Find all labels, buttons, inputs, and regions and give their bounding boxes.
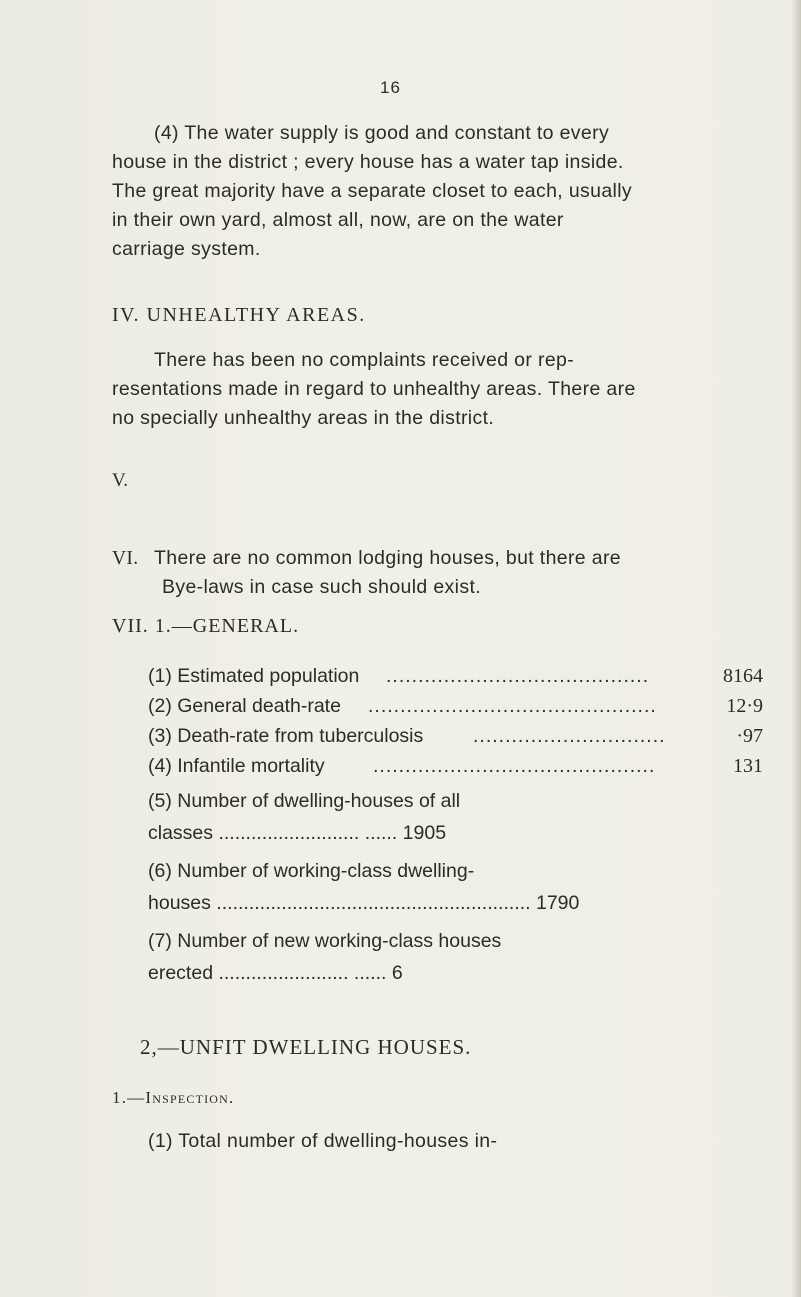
stat-value: 6 <box>391 962 403 984</box>
stat-value: 8164 <box>723 665 763 687</box>
stat-value: 1790 <box>535 892 580 914</box>
stat-row <box>148 661 763 691</box>
subsection-heading-inspection <box>112 1088 234 1108</box>
stat-label: erected <box>148 962 214 984</box>
section-lodging-houses <box>112 544 762 602</box>
leader-dots: .......................... ...... <box>218 822 398 844</box>
stat-row <box>148 785 763 817</box>
stat-value: ·97 <box>736 725 763 747</box>
leader-dots: .......................................................... <box>216 892 531 914</box>
text-line: house in the district ; every house has a water tap inside. <box>112 151 624 173</box>
stat-label: (4) Infantile mortality <box>148 755 325 777</box>
text-line: The great majority have a separate closet to each, usually <box>112 180 632 202</box>
text-line: in their own yard, almost all, now, are on the water <box>112 209 564 231</box>
section-heading-v: V. <box>112 470 129 491</box>
stat-label: (5) Number of dwelling-houses of all <box>148 790 461 812</box>
stat-row <box>148 925 763 957</box>
section-heading-general: VII. 1.—GENERAL. <box>112 615 300 637</box>
stat-row <box>148 817 763 849</box>
statistics-list <box>148 661 763 989</box>
page-edge-shadow <box>791 0 801 1297</box>
stat-row <box>148 691 763 721</box>
stat-label: (6) Number of working-class dwelling- <box>148 860 475 882</box>
text-line: There has been no complaints received or rep- <box>154 349 575 371</box>
subsection-prefix: 1.— <box>112 1088 146 1107</box>
stat-label: (2) General death-rate <box>148 695 341 717</box>
subsection-title: Inspection. <box>145 1088 235 1107</box>
stat-value: 12·9 <box>726 695 763 717</box>
text-line: (4) The water supply is good and constant to every <box>154 122 610 144</box>
text-line: carriage system. <box>112 238 261 260</box>
stat-label: (7) Number of new working-class houses <box>148 930 502 952</box>
stat-label: (3) Death-rate from tuberculosis <box>148 725 424 747</box>
stat-row <box>148 887 763 919</box>
text-line: There are no common lodging houses, but there are <box>154 547 622 569</box>
stat-value: 131 <box>733 755 763 777</box>
text-line: Bye-laws in case such should exist. <box>162 576 481 598</box>
stat-row <box>148 751 763 781</box>
section-heading-unhealthy-areas: IV. UNHEALTHY AREAS. <box>112 304 366 326</box>
section-number: VI. <box>112 548 139 569</box>
leader-dots: ......................................... <box>386 665 650 687</box>
text-line: no specially unhealthy areas in the district. <box>112 407 495 429</box>
stat-row <box>148 855 763 887</box>
paragraph-unhealthy-areas <box>112 346 752 433</box>
stat-value: 1905 <box>402 822 447 844</box>
leader-dots: ............................................. <box>368 695 657 717</box>
leader-dots: .............................. <box>473 725 666 747</box>
stat-row <box>148 721 763 751</box>
stat-label: houses <box>148 892 211 914</box>
leader-dots: ........................ ...... <box>218 962 387 984</box>
section-heading-unfit-dwelling-houses: 2,—UNFIT DWELLING HOUSES. <box>140 1035 472 1059</box>
paragraph-water-supply <box>112 119 752 264</box>
text-line: (1) Total number of dwelling-houses in- <box>148 1130 498 1152</box>
page-number: 16 <box>380 78 401 97</box>
text-line: resentations made in regard to unhealthy areas. There are <box>112 378 636 400</box>
leader-dots: ............................................ <box>373 755 656 777</box>
stat-row <box>148 957 763 989</box>
stat-label: classes <box>148 822 214 844</box>
stat-label: (1) Estimated population <box>148 665 360 687</box>
